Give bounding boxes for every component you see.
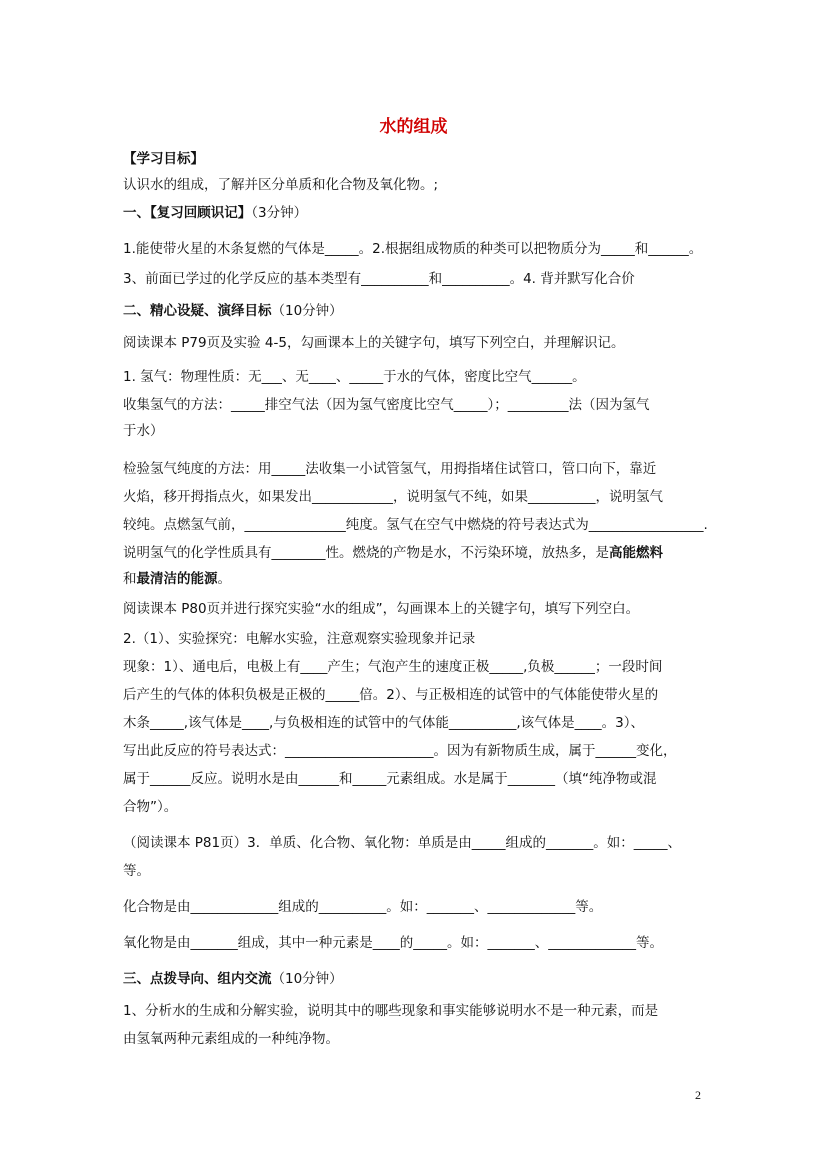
text-line: 于水） <box>123 423 164 439</box>
text-line: 较纯。点燃氢气前，_______________纯度。氢气在空气中燃烧的符号表达式为_________________. <box>123 517 708 533</box>
text-line: 3、前面已学过的化学反应的基本类型有__________和__________。4. 背并默写化合价 <box>123 271 635 287</box>
text-line: 1、分析水的生成和分解实验，说明其中的哪些现象和事实能够说明水不是一种元素，而是 <box>123 1003 659 1019</box>
text-line: 写出此反应的符号表达式：______________________。因为有新物质生成，属于______变化， <box>123 743 677 759</box>
text-segment: 说明氢气的化学性质具有________性。燃烧的产物是水，不污染环境，放热多，是 <box>123 545 609 561</box>
text-line: 收集氢气的方法：_____排空气法（因为氢气密度比空气_____）；_________法（因为氢气 <box>123 397 650 413</box>
text-line: 火焰，移开拇指点火，如果发出____________，说明氢气不纯，如果__________，说明氢气 <box>123 489 663 505</box>
text-segment: 。 <box>217 571 231 587</box>
bold-text: 最清洁的能源 <box>136 571 218 587</box>
text-line: 由氢氧两种元素组成的一种纯净物。 <box>123 1031 339 1047</box>
text-line <box>123 204 307 222</box>
text-line: 阅读课本 P80页并进行探究实验“水的组成”，勾画课本上的关键字句，填写下列空白。 <box>123 601 640 617</box>
bold-text: 三、点拨导向、组内交流 <box>123 971 272 987</box>
text-line: 化合物是由_____________组成的__________。如：_______、_____________等。 <box>123 899 603 915</box>
text-line: 1. 氢气：物理性质：无___、无____、_____于水的气体，密度比空气______。 <box>123 369 586 385</box>
text-line <box>123 544 663 562</box>
text-line: 检验氢气纯度的方法：用_____法收集一小试管氢气，用拇指堵住试管口，管口向下，靠近 <box>123 461 657 477</box>
text-line: （阅读课本 P81页）3．单质、化合物、氧化物：单质是由_____组成的_______。如：_____、 <box>123 835 681 851</box>
text-line: 现象：1）、通电后，电极上有____产生；气泡产生的速度正极_____,负极______；一段时间 <box>123 659 663 675</box>
bold-text: 二、精心设疑、演绎目标 <box>123 303 272 319</box>
text-line <box>123 302 343 320</box>
bold-text: 一、【复习回顾识记】 <box>123 205 252 221</box>
page-number: 2 <box>695 1088 701 1102</box>
text-line: 氧化物是由_______组成，其中一种元素是____的_____。如：_______、_____________等。 <box>123 935 663 951</box>
text-segment: （10分钟） <box>271 971 343 987</box>
text-line: 属于______反应。说明水是由______和_____元素组成。水是属于_______（填“纯净物或混 <box>123 771 657 787</box>
text-line: 阅读课本 P79页及实验 4-5，勾画课本上的关键字句，填写下列空白，并理解识记。 <box>123 335 625 351</box>
text-segment: 和 <box>123 571 137 587</box>
text-line: 2.（1）、实验探究：电解水实验，注意观察实验现象并记录 <box>123 631 476 647</box>
bold-text: 高能燃料 <box>609 545 663 561</box>
text-line: 合物”）。 <box>123 799 178 815</box>
text-segment: （3分钟） <box>251 205 308 221</box>
text-line: 等。 <box>123 863 150 879</box>
text-line: 1.能使带火星的木条复燃的气体是_____。2.根据组成物质的种类可以把物质分为_____和______。 <box>123 241 703 257</box>
text-line <box>123 570 231 588</box>
document-title: 水的组成 <box>379 117 448 137</box>
text-line: 木条_____,该气体是____,与负极相连的试管中的气体能__________,该气体是____。3）、 <box>123 715 644 731</box>
text-line: 【学习目标】 <box>123 151 204 167</box>
text-line: 后产生的气体的体积负极是正极的_____倍。2）、与正极相连的试管中的气体能使带火星的 <box>123 687 659 703</box>
text-segment: （10分钟） <box>271 303 343 319</box>
text-line: 认识水的组成，了解并区分单质和化合物及氧化物。; <box>123 177 439 193</box>
text-line <box>123 970 343 988</box>
